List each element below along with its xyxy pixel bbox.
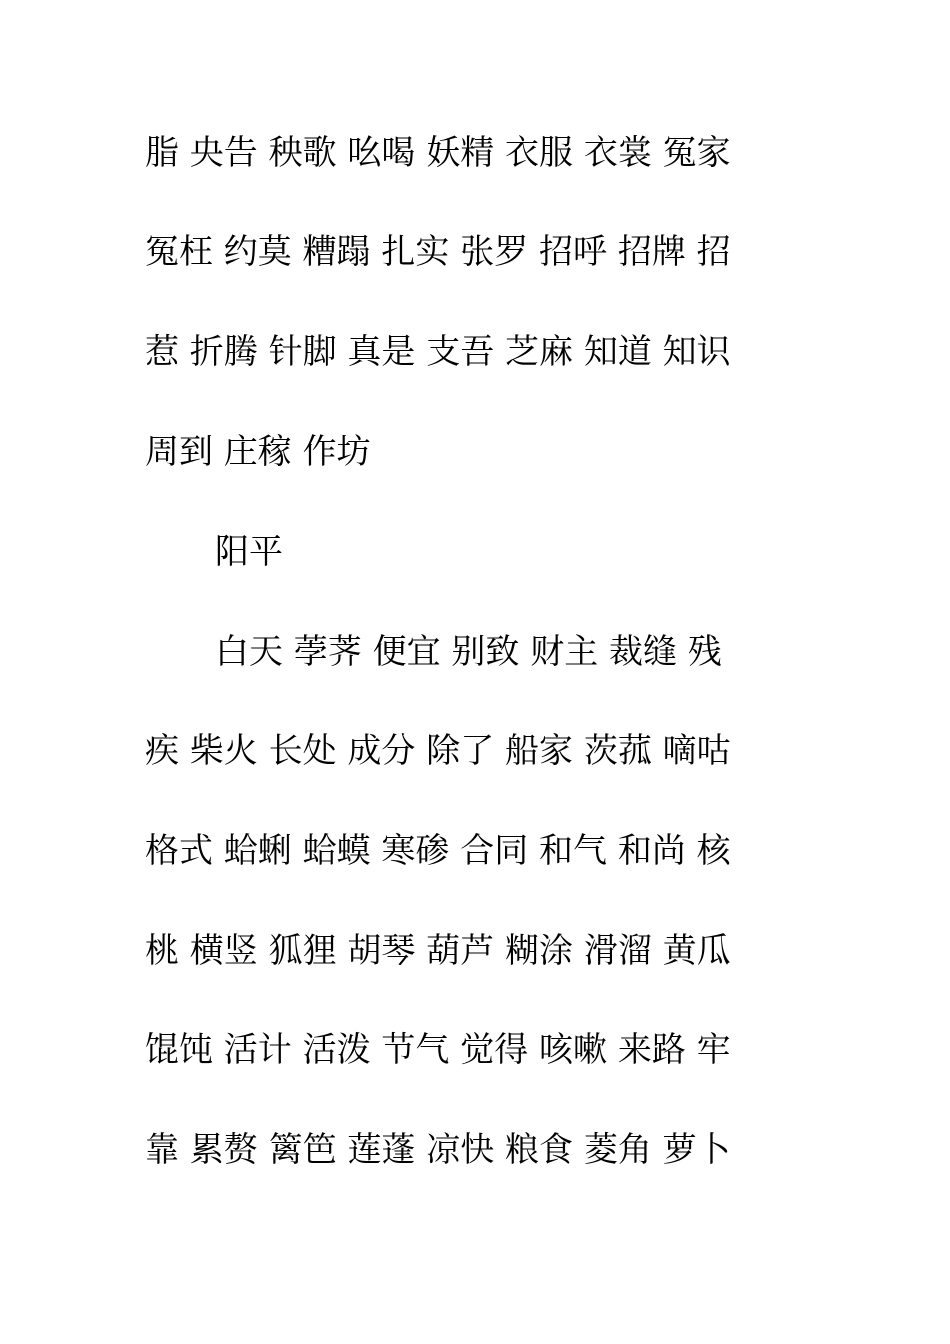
- text-line: 疾 柴火 长处 成分 除了 船家 茨菰 嘀咕: [145, 731, 731, 771]
- text-line: 靠 累赘 篱笆 莲蓬 凉快 粮食 菱角 萝卜: [145, 1130, 731, 1170]
- text-line: 周到 庄稼 作坊: [145, 432, 371, 472]
- text-line: 脂 央告 秧歌 吆喝 妖精 衣服 衣裳 冤家: [145, 133, 731, 173]
- text-line: 桃 横竖 狐狸 胡琴 葫芦 糊涂 滑溜 黄瓜: [145, 931, 731, 971]
- text-line: 白天 荸荠 便宜 别致 财主 裁缝 残: [215, 632, 722, 672]
- text-line: 惹 折腾 针脚 真是 支吾 芝麻 知道 知识: [145, 332, 731, 372]
- text-line: 馄饨 活计 活泼 节气 觉得 咳嗽 来路 牢: [145, 1030, 731, 1070]
- text-line: 格式 蛤蜊 蛤蟆 寒碜 合同 和气 和尚 核: [145, 831, 731, 871]
- section-heading: 阳平: [215, 532, 283, 572]
- text-line: 冤枉 约莫 糟蹋 扎实 张罗 招呼 招牌 招: [145, 232, 731, 272]
